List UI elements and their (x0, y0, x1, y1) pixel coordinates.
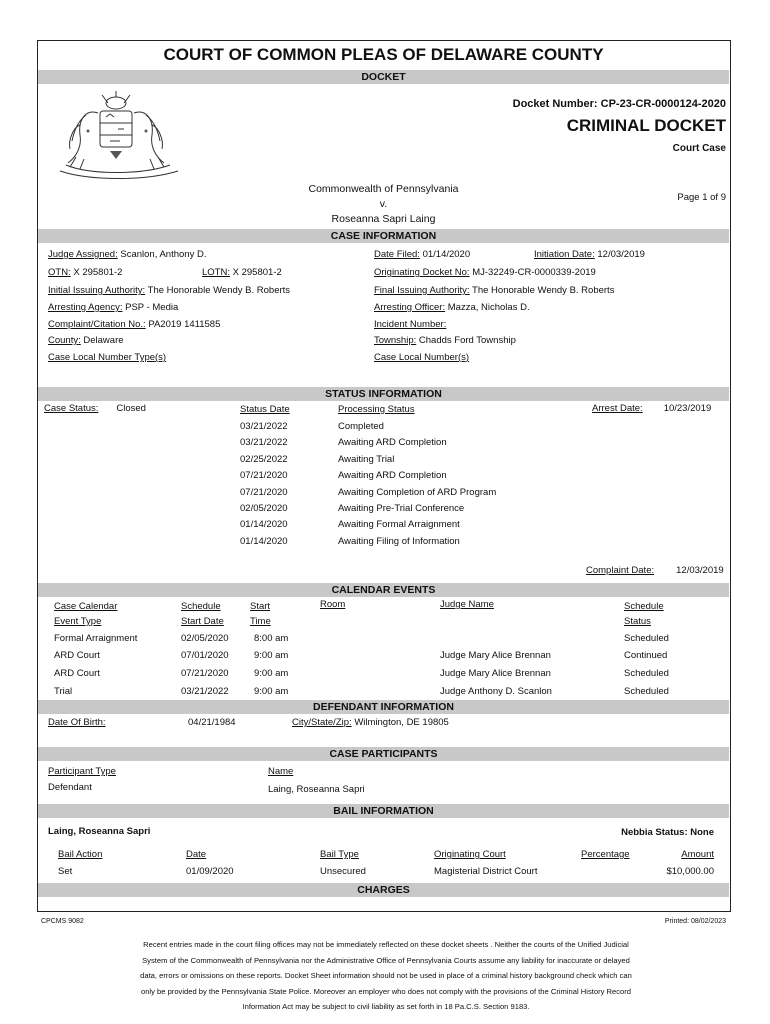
cal-status: Scheduled (624, 686, 669, 697)
case-participants-bar: CASE PARTICIPANTS (38, 747, 729, 761)
participant-type-header: Participant Type (48, 766, 116, 777)
city-state-zip (292, 717, 449, 728)
court-title: COURT OF COMMON PLEAS OF DELAWARE COUNTY (163, 45, 604, 64)
cal-event-type: ARD Court (54, 650, 100, 661)
disclaimer-line: only be provided by the Pennsylvania State Police. Moreover an employer who does not comply with the provisions of the Criminal History Record (140, 986, 632, 996)
disclaimer (88, 937, 684, 1015)
cal-header-start-date (181, 599, 224, 629)
processing-status-header: Processing Status (338, 404, 415, 415)
status-row-status: Awaiting Completion of ARD Program (338, 486, 497, 498)
cal-judge: Judge Mary Alice Brennan (440, 650, 551, 661)
calendar-events-bar: CALENDAR EVENTS (38, 583, 729, 597)
page-number: Page 1 of 9 (677, 192, 726, 203)
docket-page (37, 40, 731, 912)
status-date-header: Status Date (240, 404, 290, 415)
cal-status: Scheduled (624, 668, 669, 679)
cal-header-line: Start (250, 601, 271, 612)
originating-docket-value: MJ-32249-CR-0000339-2019 (472, 267, 596, 278)
otn-label: OTN: (48, 267, 71, 278)
arresting-agency-value: PSP - Media (125, 302, 179, 313)
township-value: Chadds Ford Township (418, 335, 516, 346)
caption-plaintiff: Commonwealth of Pennsylvania (308, 183, 459, 195)
county-label: County: (48, 335, 81, 346)
lotn-label: LOTN: (202, 267, 230, 278)
complaint-date-value: 12/03/2019 (676, 565, 724, 576)
participant-type-value: Defendant (48, 782, 92, 793)
arresting-agency (48, 302, 178, 313)
complaint-citation-value: PA2019 1411585 (148, 319, 221, 330)
cal-event-type: Trial (54, 686, 73, 697)
status-row-status: Awaiting Trial (338, 453, 395, 465)
cal-start-date: 07/21/2020 (181, 668, 229, 679)
case-status-value: Closed (116, 403, 146, 414)
final-authority-value: The Honorable Wendy B. Roberts (472, 285, 615, 296)
amount-header: Amount (681, 849, 714, 860)
initiation-date-value: 12/03/2019 (597, 249, 645, 260)
case-local-number-label: Case Local Number(s) (374, 352, 470, 363)
status-row-date: 02/05/2020 (240, 503, 288, 515)
arrest-date-value: 10/23/2019 (663, 403, 712, 414)
case-local-number-type-label: Case Local Number Type(s) (48, 352, 167, 363)
township-label: Township: (374, 335, 417, 346)
form-id: CPCMS 9082 (41, 918, 84, 925)
bail-amount-value: $10,000.00 (666, 866, 714, 877)
initial-authority-value: The Honorable Wendy B. Roberts (147, 285, 291, 296)
pennsylvania-seal-icon (50, 91, 186, 179)
printed-date: Printed: 08/02/2023 (664, 918, 726, 925)
status-information-bar: STATUS INFORMATION (38, 387, 729, 401)
status-row-date: 07/21/2020 (240, 486, 288, 498)
cal-header-judge: Judge Name (440, 599, 494, 610)
status-row-date: 07/21/2020 (240, 470, 288, 482)
originating-court-value: Magisterial District Court (434, 866, 538, 877)
bail-action-header: Bail Action (58, 849, 103, 860)
date-filed-value: 01/14/2020 (422, 249, 471, 260)
originating-docket-label: Originating Docket No: (374, 267, 470, 278)
originating-court-header: Originating Court (434, 849, 506, 860)
city-value: Wilmington, DE 19805 (354, 717, 449, 728)
otn-value: X 295801-2 (73, 267, 123, 278)
case-caption (38, 182, 729, 227)
county-value: Delaware (83, 335, 124, 346)
bail-information-bar: BAIL INFORMATION (38, 804, 729, 818)
percentage-header: Percentage (581, 849, 630, 860)
status-row-date: 03/21/2022 (240, 421, 288, 432)
bail-person: Laing, Roseanna Sapri (48, 826, 151, 837)
cal-header-line: Event Type (54, 616, 102, 627)
cal-header-line: Schedule (624, 601, 664, 612)
date-filed-label: Date Filed: (374, 249, 420, 260)
arrest-date (592, 403, 711, 414)
status-row-status: Completed (338, 421, 384, 432)
complaint-date-label: Complaint Date: (586, 565, 655, 576)
status-row-status: Awaiting Filing of Information (338, 535, 460, 547)
arresting-officer-value: Mazza, Nicholas D. (447, 302, 530, 313)
court-case-label: Court Case (672, 143, 726, 154)
county (48, 335, 124, 346)
city-label: City/State/Zip: (292, 717, 352, 728)
case-status (44, 403, 146, 414)
cal-header-line: Case Calendar (54, 601, 118, 612)
cal-header-status (624, 599, 664, 629)
bail-action-value: Set (58, 866, 73, 877)
charges-bar: CHARGES (38, 883, 729, 897)
cal-header-line: Schedule (181, 601, 221, 612)
complaint-citation (48, 319, 220, 330)
initial-authority-label: Initial Issuing Authority: (48, 285, 146, 296)
initiation-date (534, 249, 645, 260)
judge-assigned-label: Judge Assigned: (48, 249, 118, 260)
disclaimer-line: Information Act may be subject to civil liability as set forth in 18 Pa.C.S. Section 9183. (242, 1002, 530, 1011)
cal-start-time: 9:00 am (254, 650, 289, 661)
cal-start-date: 03/21/2022 (181, 686, 229, 697)
incident-number-label: Incident Number: (374, 319, 447, 330)
cal-start-date: 02/05/2020 (181, 633, 229, 644)
disclaimer-line: data, errors or omissions on these reports. Docket Sheet information should not be used in place of a criminal history background check which can (140, 971, 632, 980)
disclaimer-line: System of the Commonwealth of Pennsylvania nor the Administrative Office of Pennsylvania Courts assume any liability for inaccurate or delayed (142, 955, 630, 965)
status-row-status: Awaiting Pre-Trial Conference (338, 503, 465, 515)
final-issuing-authority (374, 285, 614, 296)
arresting-agency-label: Arresting Agency: (48, 302, 123, 313)
final-authority-label: Final Issuing Authority: (374, 285, 470, 296)
initiation-date-label: Initiation Date: (534, 249, 595, 260)
bail-type-value: Unsecured (320, 866, 366, 877)
case-information-bar: CASE INFORMATION (38, 229, 729, 243)
cal-status: Scheduled (624, 633, 669, 644)
judge-assigned (48, 249, 206, 260)
caption-defendant: Roseanna Sapri Laing (331, 213, 436, 225)
cal-status: Continued (624, 650, 668, 661)
disclaimer-line: Recent entries made in the court filing offices may not be immediately reflected on these docket sheets . Neither the courts of the Unified Judicial (143, 940, 629, 949)
docket-bar: DOCKET (38, 70, 729, 84)
cal-header-room: Room (320, 599, 346, 610)
participant-name-value: Laing, Roseanna Sapri (268, 784, 365, 795)
defendant-information-bar: DEFENDANT INFORMATION (38, 700, 729, 714)
nebbia-status: Nebbia Status: None (621, 827, 714, 838)
arresting-officer-label: Arresting Officer: (374, 302, 446, 313)
date-filed (374, 249, 470, 260)
cal-start-time: 9:00 am (254, 686, 289, 697)
cal-event-type: Formal Arraignment (54, 633, 138, 644)
status-row-status: Awaiting Formal Arraignment (338, 519, 460, 531)
otn (48, 267, 122, 278)
dob-value: 04/21/1984 (188, 717, 236, 728)
originating-docket (374, 267, 596, 278)
dob-label: Date Of Birth: (48, 717, 106, 728)
case-status-label: Case Status: (44, 403, 99, 414)
status-row-date: 01/14/2020 (240, 519, 288, 531)
cal-header-line: Status (624, 616, 651, 627)
judge-assigned-value: Scanlon, Anthony D. (120, 249, 207, 260)
status-row-status: Awaiting ARD Completion (338, 470, 447, 482)
cal-header-line: Start Date (181, 616, 224, 627)
bail-type-header: Bail Type (320, 849, 359, 860)
initial-issuing-authority (48, 285, 290, 296)
processing-status-column (338, 419, 496, 550)
cal-event-type: ARD Court (54, 668, 100, 679)
complaint-date (586, 565, 724, 576)
arrest-date-label: Arrest Date: (592, 403, 643, 414)
status-row-status: Awaiting ARD Completion (338, 437, 447, 449)
status-row-date: 02/25/2022 (240, 453, 288, 465)
cal-header-event-type (54, 599, 117, 629)
status-row-date: 03/21/2022 (240, 437, 288, 449)
status-row-date: 01/14/2020 (240, 535, 288, 547)
bail-date-header: Date (186, 849, 207, 860)
cal-header-start-time (250, 599, 271, 629)
cal-judge: Judge Anthony D. Scanlon (440, 686, 552, 697)
lotn-value: X 295801-2 (232, 267, 282, 278)
cal-start-time: 9:00 am (254, 668, 289, 679)
complaint-citation-label: Complaint/Citation No.: (48, 319, 146, 330)
cal-start-time: 8:00 am (254, 633, 289, 644)
lotn (202, 267, 282, 278)
participant-name-header: Name (268, 766, 294, 777)
bail-date-value: 01/09/2020 (186, 866, 234, 877)
caption-versus: v. (379, 198, 388, 210)
cal-judge: Judge Mary Alice Brennan (440, 668, 551, 679)
status-dates-column (240, 419, 288, 550)
arresting-officer (374, 302, 530, 313)
township (374, 335, 516, 346)
cal-start-date: 07/01/2020 (181, 650, 229, 661)
cal-header-line: Time (250, 616, 271, 627)
docket-type: CRIMINAL DOCKET (566, 116, 726, 135)
docket-number: Docket Number: CP-23-CR-0000124-2020 (512, 98, 726, 110)
